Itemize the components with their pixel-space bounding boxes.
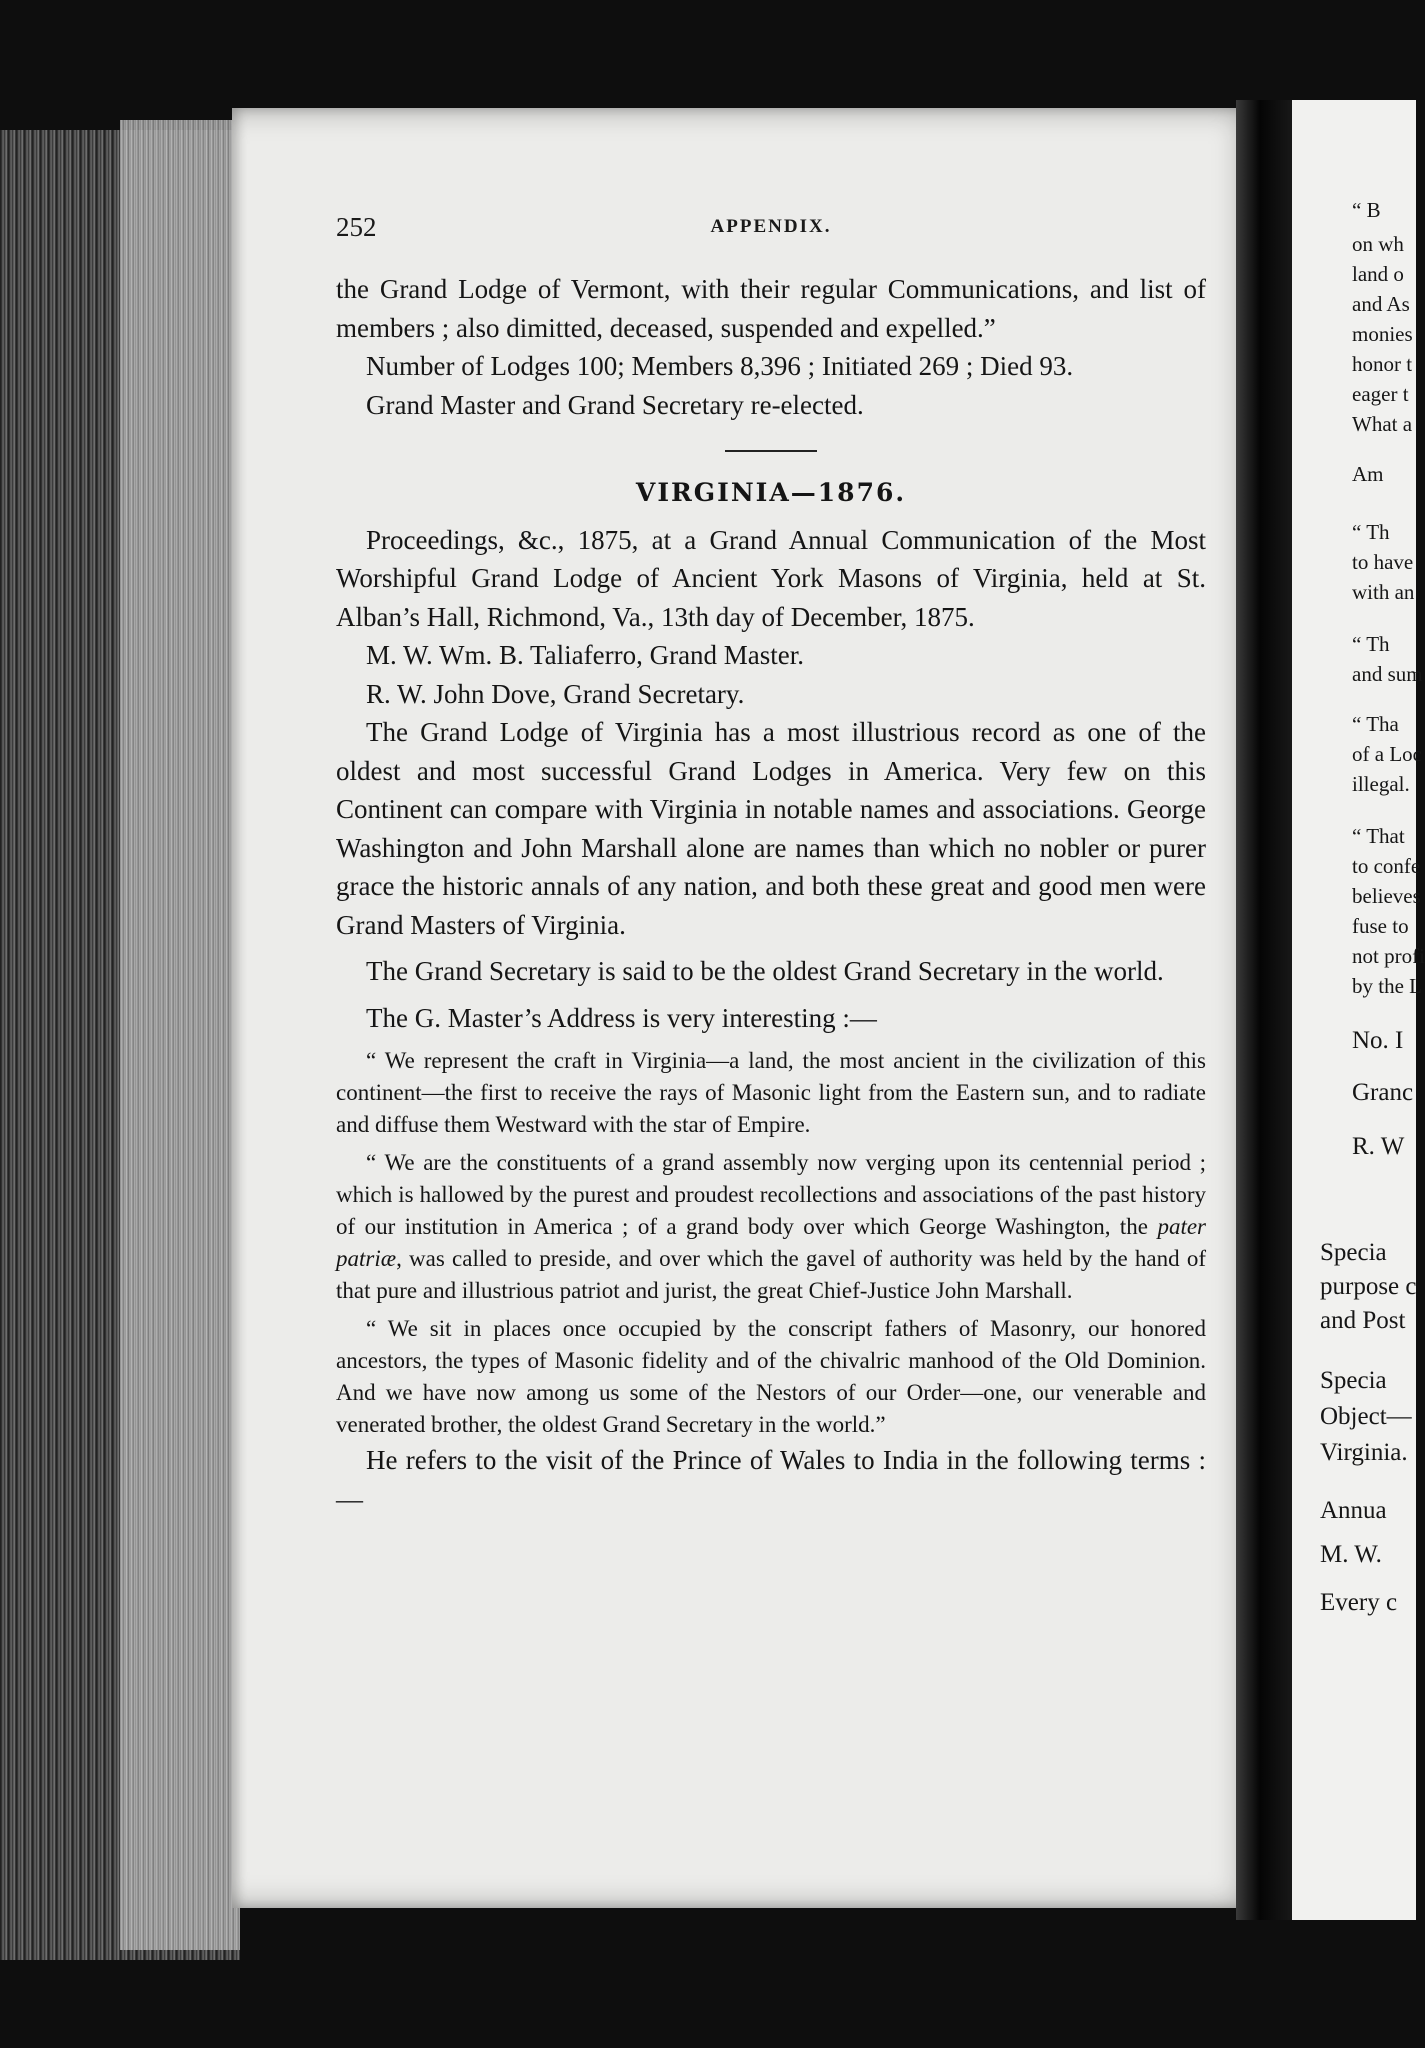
quote-2-text-b: , was called to preside, and over which the gavel of authority was held by the hand of that pure and illustrious patriot and jurist, the great Chief-Justice John Marshall. <box>336 1246 1206 1303</box>
facing-page-edge <box>1292 100 1425 1920</box>
facing-page-fragment: Object— <box>1320 1403 1412 1430</box>
facing-page-fragment: monies <box>1352 322 1413 346</box>
facing-page-fragment: purpose c <box>1320 1273 1417 1300</box>
address-intro: The G. Master’s Address is very interesting :— <box>366 1002 877 1033</box>
section-divider <box>725 450 817 452</box>
facing-page-fragment: “ Tha <box>1352 712 1399 736</box>
facing-page-fragment: land o <box>1352 262 1404 286</box>
facing-page-fragment: “ B <box>1352 198 1381 222</box>
facing-page-fragment: believes <box>1352 884 1421 908</box>
quote-paragraph-2 <box>336 1147 1206 1307</box>
facing-page-fragment: Annua <box>1320 1497 1387 1524</box>
facing-page-fragment: to confe <box>1352 854 1421 878</box>
proceedings-paragraph: Proceedings, &c., 1875, at a Grand Annual Communication of the Most Worshipful Grand Lodge of Ancient York Masons of Virginia, held at St. Alban’s Hall, Richmond, Va., 13th day of December, 1875. <box>336 524 1206 632</box>
intro-officers: Grand Master and Grand Secretary re-elected. <box>366 389 864 420</box>
page-body <box>336 270 1206 1518</box>
book-gutter <box>1236 100 1296 1920</box>
intro-continuation: the Grand Lodge of Vermont, with their regular Communications, and list of members ; also dimitted, deceased, suspended and expelled.” <box>336 274 1206 343</box>
book-page-stack-highlight <box>120 120 240 1950</box>
intro-stats: Number of Lodges 100; Members 8,396 ; Initiated 269 ; Died 93. <box>366 351 1074 381</box>
section-title: VIRGINIA—1876. <box>635 478 907 507</box>
facing-page-fragment: Granc <box>1352 1079 1414 1106</box>
running-head: APPENDIX. <box>710 216 832 237</box>
facing-page-fragment: illegal. <box>1352 772 1410 796</box>
quote-2-italic: pater patriæ <box>336 1214 1206 1271</box>
address-quote <box>336 1045 1206 1441</box>
facing-page-fragment: on wh <box>1352 232 1404 256</box>
facing-page-fragment: No. I <box>1352 1027 1404 1054</box>
facing-page-fragment: and Post <box>1320 1307 1406 1334</box>
facing-page-fragment: Every c <box>1320 1589 1398 1616</box>
facing-page-fragment: by the L <box>1352 974 1422 998</box>
quote-2-text-a: “ We are the constituents of a grand assembly now verging upon its centennial period ; which is hallowed by the purest and proudest recollections and associations of the past history of our institution in America ; of a grand body over which George Washington, the <box>336 1150 1206 1239</box>
facing-page-fragment: “ Th <box>1352 632 1390 656</box>
facing-page-fragment: “ That <box>1352 824 1405 848</box>
facing-page-fragment: “ Th <box>1352 520 1390 544</box>
facing-page-fragment: Virginia. <box>1320 1439 1408 1466</box>
facing-page-fragment: fuse to <box>1352 914 1409 938</box>
facing-page-fragment: eager t <box>1352 382 1409 406</box>
quote-paragraph-3: “ We sit in places once occupied by the conscript fathers of Masonry, our honored ancestors, the types of Masonic fidelity and of the chivalric manhood of the Old Dominion. And we have now among us some of the Nestors of our Order—one, our venerable and venerated brother, the oldest Grand Secretary in the world.” <box>336 1316 1206 1437</box>
page-header <box>336 212 1206 248</box>
facing-page-fragment: with an <box>1352 580 1415 604</box>
prince-of-wales-paragraph: He refers to the visit of the Prince of Wales to India in the following terms :— <box>336 1445 1206 1514</box>
grand-master-line: M. W. Wm. B. Taliaferro, Grand Master. <box>366 640 805 670</box>
grand-secretary-line: R. W. John Dove, Grand Secretary. <box>366 678 745 709</box>
facing-page-fragment: of a Loc <box>1352 742 1422 766</box>
facing-page-fragment: What a <box>1352 412 1413 436</box>
facing-page-fragment: and sum <box>1352 662 1423 686</box>
facing-page-fragment: and As <box>1352 292 1410 316</box>
quote-paragraph-1: “ We represent the craft in Virginia—a land, the most ancient in the civilization of this continent—the first to receive the rays of Masonic light from the Eastern sun, and to radiate and diffuse them Westward with the star of Empire. <box>336 1048 1206 1137</box>
history-paragraph: The Grand Lodge of Virginia has a most illustrious record as one of the oldest and most successful Grand Lodges in America. Very few on this Continent can compare with Virginia in notable names and associations. George Washington and John Marshall alone are names than which no nobler or purer grace the historic annals of any nation, and both these great and good men were Grand Masters of Virginia. <box>336 717 1206 940</box>
page-number: 252 <box>336 212 377 242</box>
secretary-paragraph: The Grand Secretary is said to be the oldest Grand Secretary in the world. <box>366 956 1164 986</box>
facing-page-fragment: M. W. <box>1320 1541 1382 1568</box>
facing-page-fragment: not profi <box>1352 944 1425 968</box>
facing-page-fragment: R. W <box>1352 1133 1405 1160</box>
facing-page-fragment: Am <box>1352 462 1384 486</box>
facing-page-fragment: Specia <box>1320 1367 1387 1394</box>
facing-page-fragment: honor t <box>1352 352 1413 376</box>
facing-page-fragment: Specia <box>1320 1239 1387 1266</box>
facing-page-fragment: to have <box>1352 550 1414 574</box>
